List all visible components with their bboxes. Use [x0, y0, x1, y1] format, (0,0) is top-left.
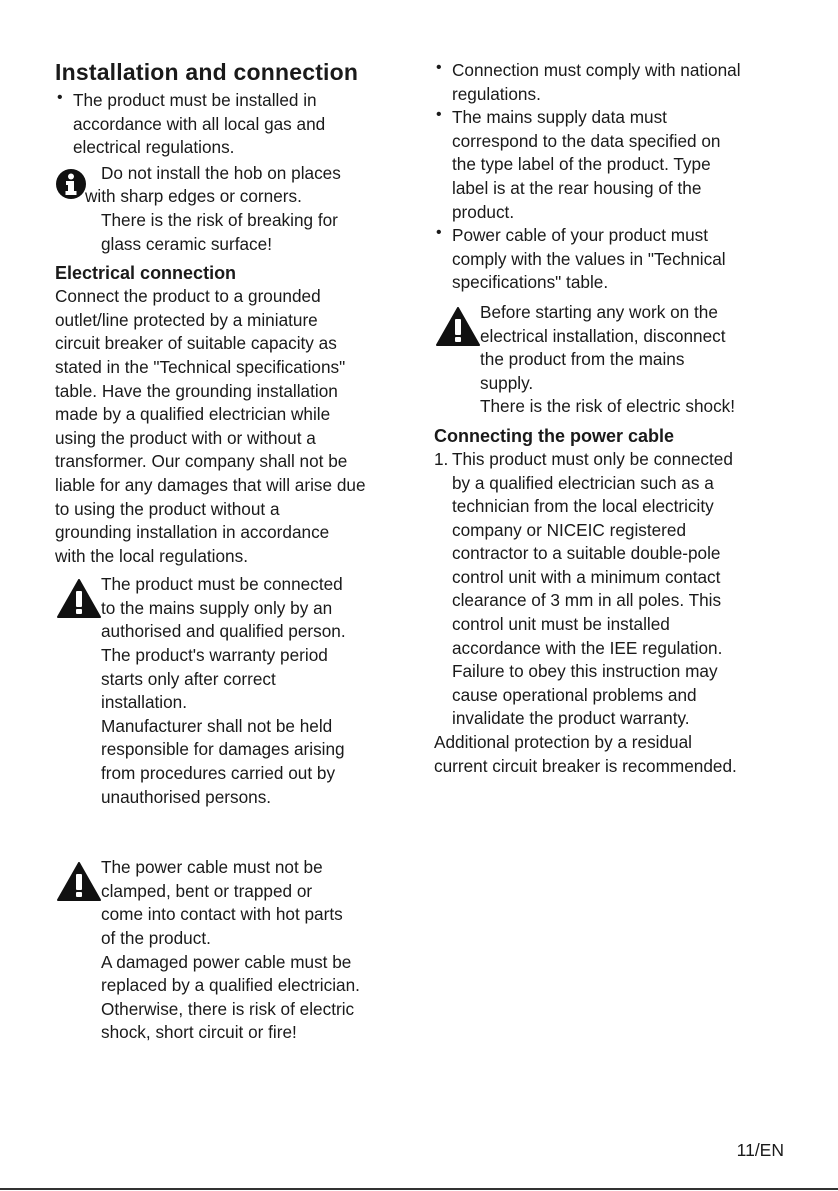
warning-note: The power cable must not be clamped, bent or trapped or come into contact with hot parts of the product. A damaged power cable must be replaced by a qualified electrician. Otherwise, there is risk of electric shock, short circuit or fire!	[55, 856, 410, 1045]
closing-paragraph: Additional protection by a residual current circuit breaker is recommended.	[434, 732, 737, 776]
item-number: 1.	[434, 448, 449, 469]
right-column	[434, 59, 814, 778]
subheading-electrical: Electrical connection	[55, 263, 237, 284]
info-note: Do not install the hob on places with sharp edges or corners. There is the risk of breaking for glass ceramic surface!	[55, 162, 410, 256]
bullet-item: • The product must be installed in accordance with all local gas and electrical regulations.	[55, 89, 410, 160]
electrical-paragraph: Connect the product to a grounded outlet/line protected by a miniature circuit breaker of suitable capacity as stated in the "Technical specifications" table. Have the grounding installation made by a qualified electrician while using the product with or without a transformer. Our company shall not be liable for any damages that will arise due to using the product without a grounding installation in accordance with the local regulations.	[55, 286, 366, 566]
bullet-item: • Power cable of your product must comply with the values in "Technical specifications" table.	[434, 224, 814, 295]
page-number: 11/EN	[736, 1140, 784, 1160]
bullet-item: • The mains supply data must correspond to the data specified on the type label of the product. Type label is at the rear housing of the product.	[434, 106, 814, 224]
section-title: Installation and connection	[55, 59, 359, 85]
warning-note: Before starting any work on the electrical installation, disconnect the product from the mains supply. There is the risk of electric shock!	[434, 301, 814, 419]
warning-note: The product must be connected to the mains supply only by an authorised and qualified person. The product's warranty period starts only after correct installation. Manufacturer shall not be held responsible for damages arising from procedures carried out by unauthorised persons.	[55, 573, 410, 809]
left-column	[55, 58, 410, 1045]
info-icon	[55, 168, 87, 205]
bullet-item: • Connection must comply with national regulations.	[434, 59, 814, 106]
warning-icon	[57, 862, 101, 907]
subheading-power-cable: Connecting the power cable	[434, 425, 675, 446]
warning-icon	[436, 307, 480, 352]
bottom-rule	[0, 1188, 838, 1190]
numbered-item: 1. This product must only be connected by a qualified electrician such as a technician from the local electricity company or NICEIC registered contractor to a suitable double-pole control unit with a minimum contact clearance of 3 mm in all poles. This control unit must be installed accordance with the IEE regulation. Failure to obey this instruction may cause operational problems and invalidate the product warranty.	[434, 448, 733, 729]
warning-icon	[57, 579, 101, 624]
